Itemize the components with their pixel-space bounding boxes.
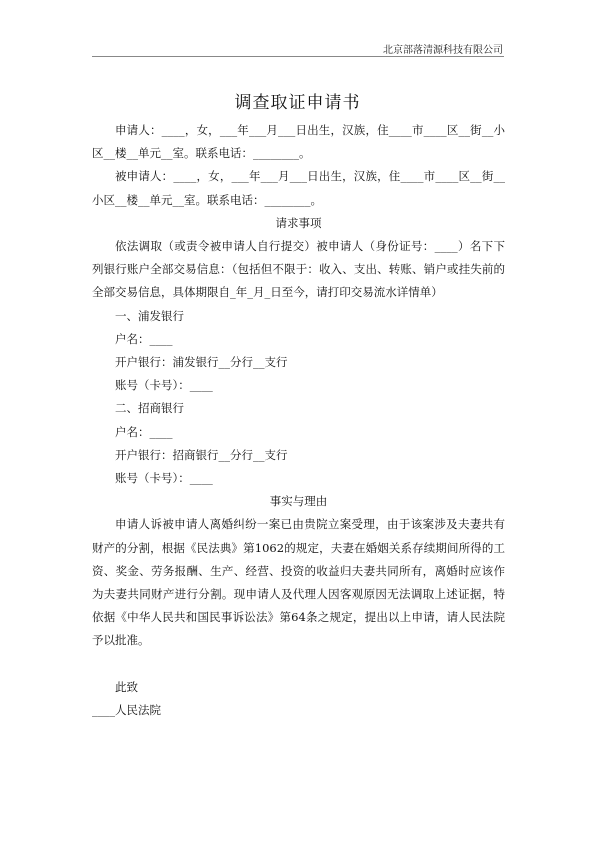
bank-branch-spdb: 开户银行：浦发银行__分行__支行	[115, 355, 288, 370]
request-heading: 请求事项	[275, 215, 322, 230]
header-divider	[92, 56, 504, 57]
bank-account-cmb: 账号（卡号）：____	[115, 471, 213, 486]
blank-line	[92, 653, 505, 676]
bank-heading-spdb: 一、浦发银行	[115, 308, 184, 323]
request-paragraph: 依法调取（或责令被申请人自行提交）被申请人（身份证号：____）名下下列银行账户全部交易信息：（包括但不限于：收入、支出、转账、销户或挂失前的全部交易信息，具体期限自_年_月_日至今，请打印交易流水详情单）	[92, 239, 505, 300]
facts-heading: 事实与理由	[269, 494, 328, 509]
facts-paragraph: 申请人诉被申请人离婚纠纷一案已由贵院立案受理，由于该案涉及夫妻共有财产的分割，根据《民法典》第1062的规定，夫妻在婚姻关系存续期间所得的工资、奖金、劳务报酬、生产、经营、投资的收益归夫妻共同所有，离婚时应该作为夫妻共同财产进行分割。现申请人及代理人因客观原因无法调取上述证据，特依据《中华人民共和国民事诉讼法》第64条之规定，提出以上申请，请人民法院予以批准。	[92, 517, 505, 648]
document-title: 调查取证申请书	[234, 93, 361, 113]
respondent-paragraph: 被申请人：____，女，___年___月___日出生，汉族，住____市____区__街__小区__楼__单元__室。联系电话：________。	[92, 169, 505, 207]
bank-holder-cmb: 户名：____	[115, 424, 173, 439]
document-body	[92, 119, 505, 722]
bank-account-spdb: 账号（卡号）：____	[115, 378, 213, 393]
court-addressee: ____人民法院	[92, 703, 161, 718]
header-company-name: 北京部落清源科技有限公司	[383, 45, 503, 56]
bank-heading-cmb: 二、招商银行	[115, 401, 184, 416]
applicant-paragraph: 申请人：____，女，___年___月___日出生，汉族，住____市____区__街__小区__楼__单元__室。联系电话：________。	[92, 123, 505, 161]
closing-salutation: 此致	[115, 679, 138, 694]
bank-branch-cmb: 开户银行：招商银行__分行__支行	[115, 447, 288, 462]
bank-holder-spdb: 户名：____	[115, 331, 173, 346]
